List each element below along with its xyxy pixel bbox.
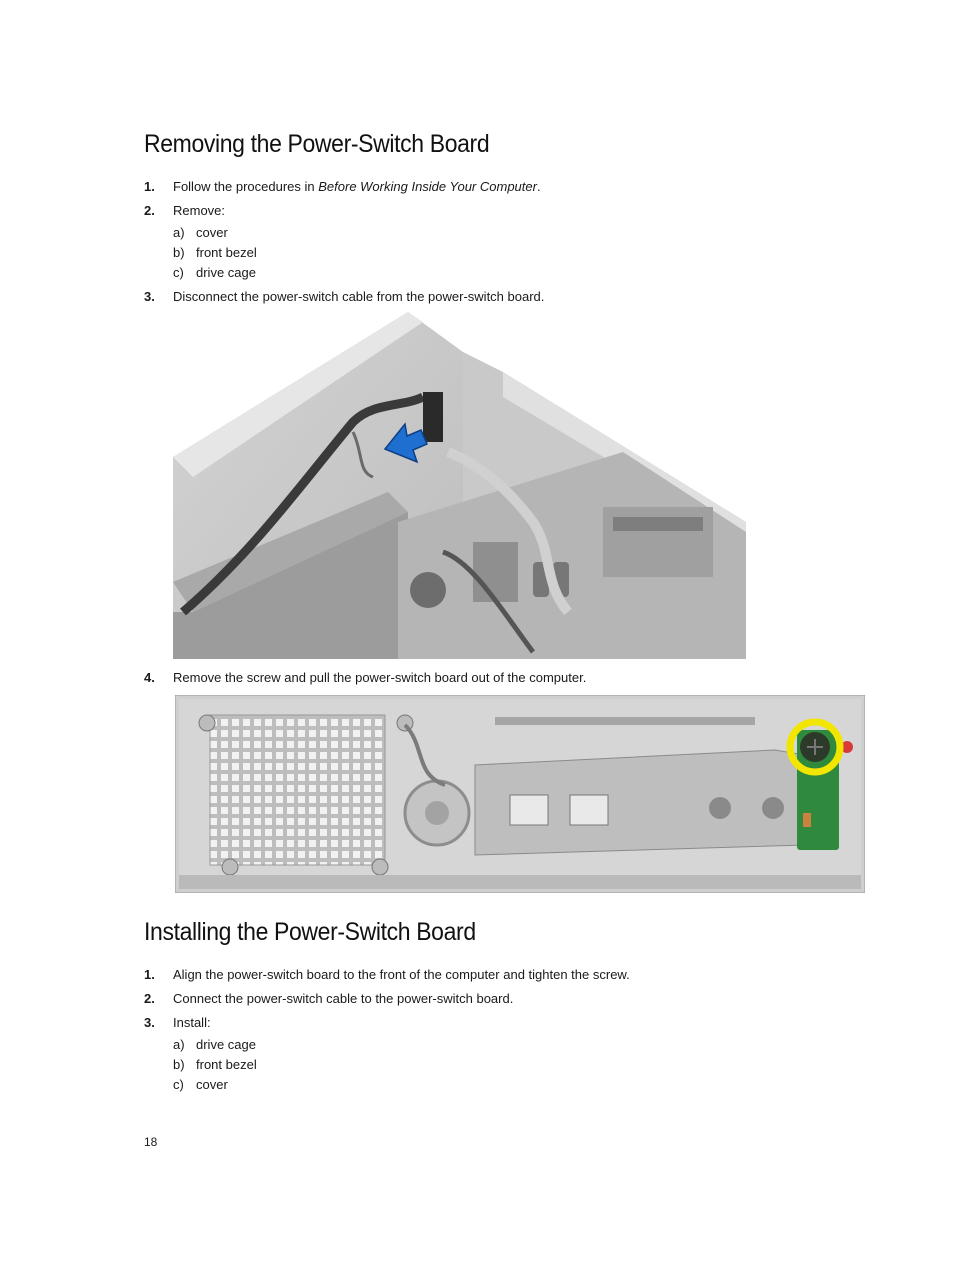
figure-disconnect-cable <box>173 312 746 659</box>
section-title-removing: Removing the Power-Switch Board <box>144 130 490 158</box>
figure-remove-screw <box>175 695 865 893</box>
link-before-working[interactable]: Before Working Inside Your Computer <box>318 179 537 194</box>
page-number: 18 <box>144 1135 158 1149</box>
section-title-installing: Installing the Power-Switch Board <box>144 918 476 946</box>
